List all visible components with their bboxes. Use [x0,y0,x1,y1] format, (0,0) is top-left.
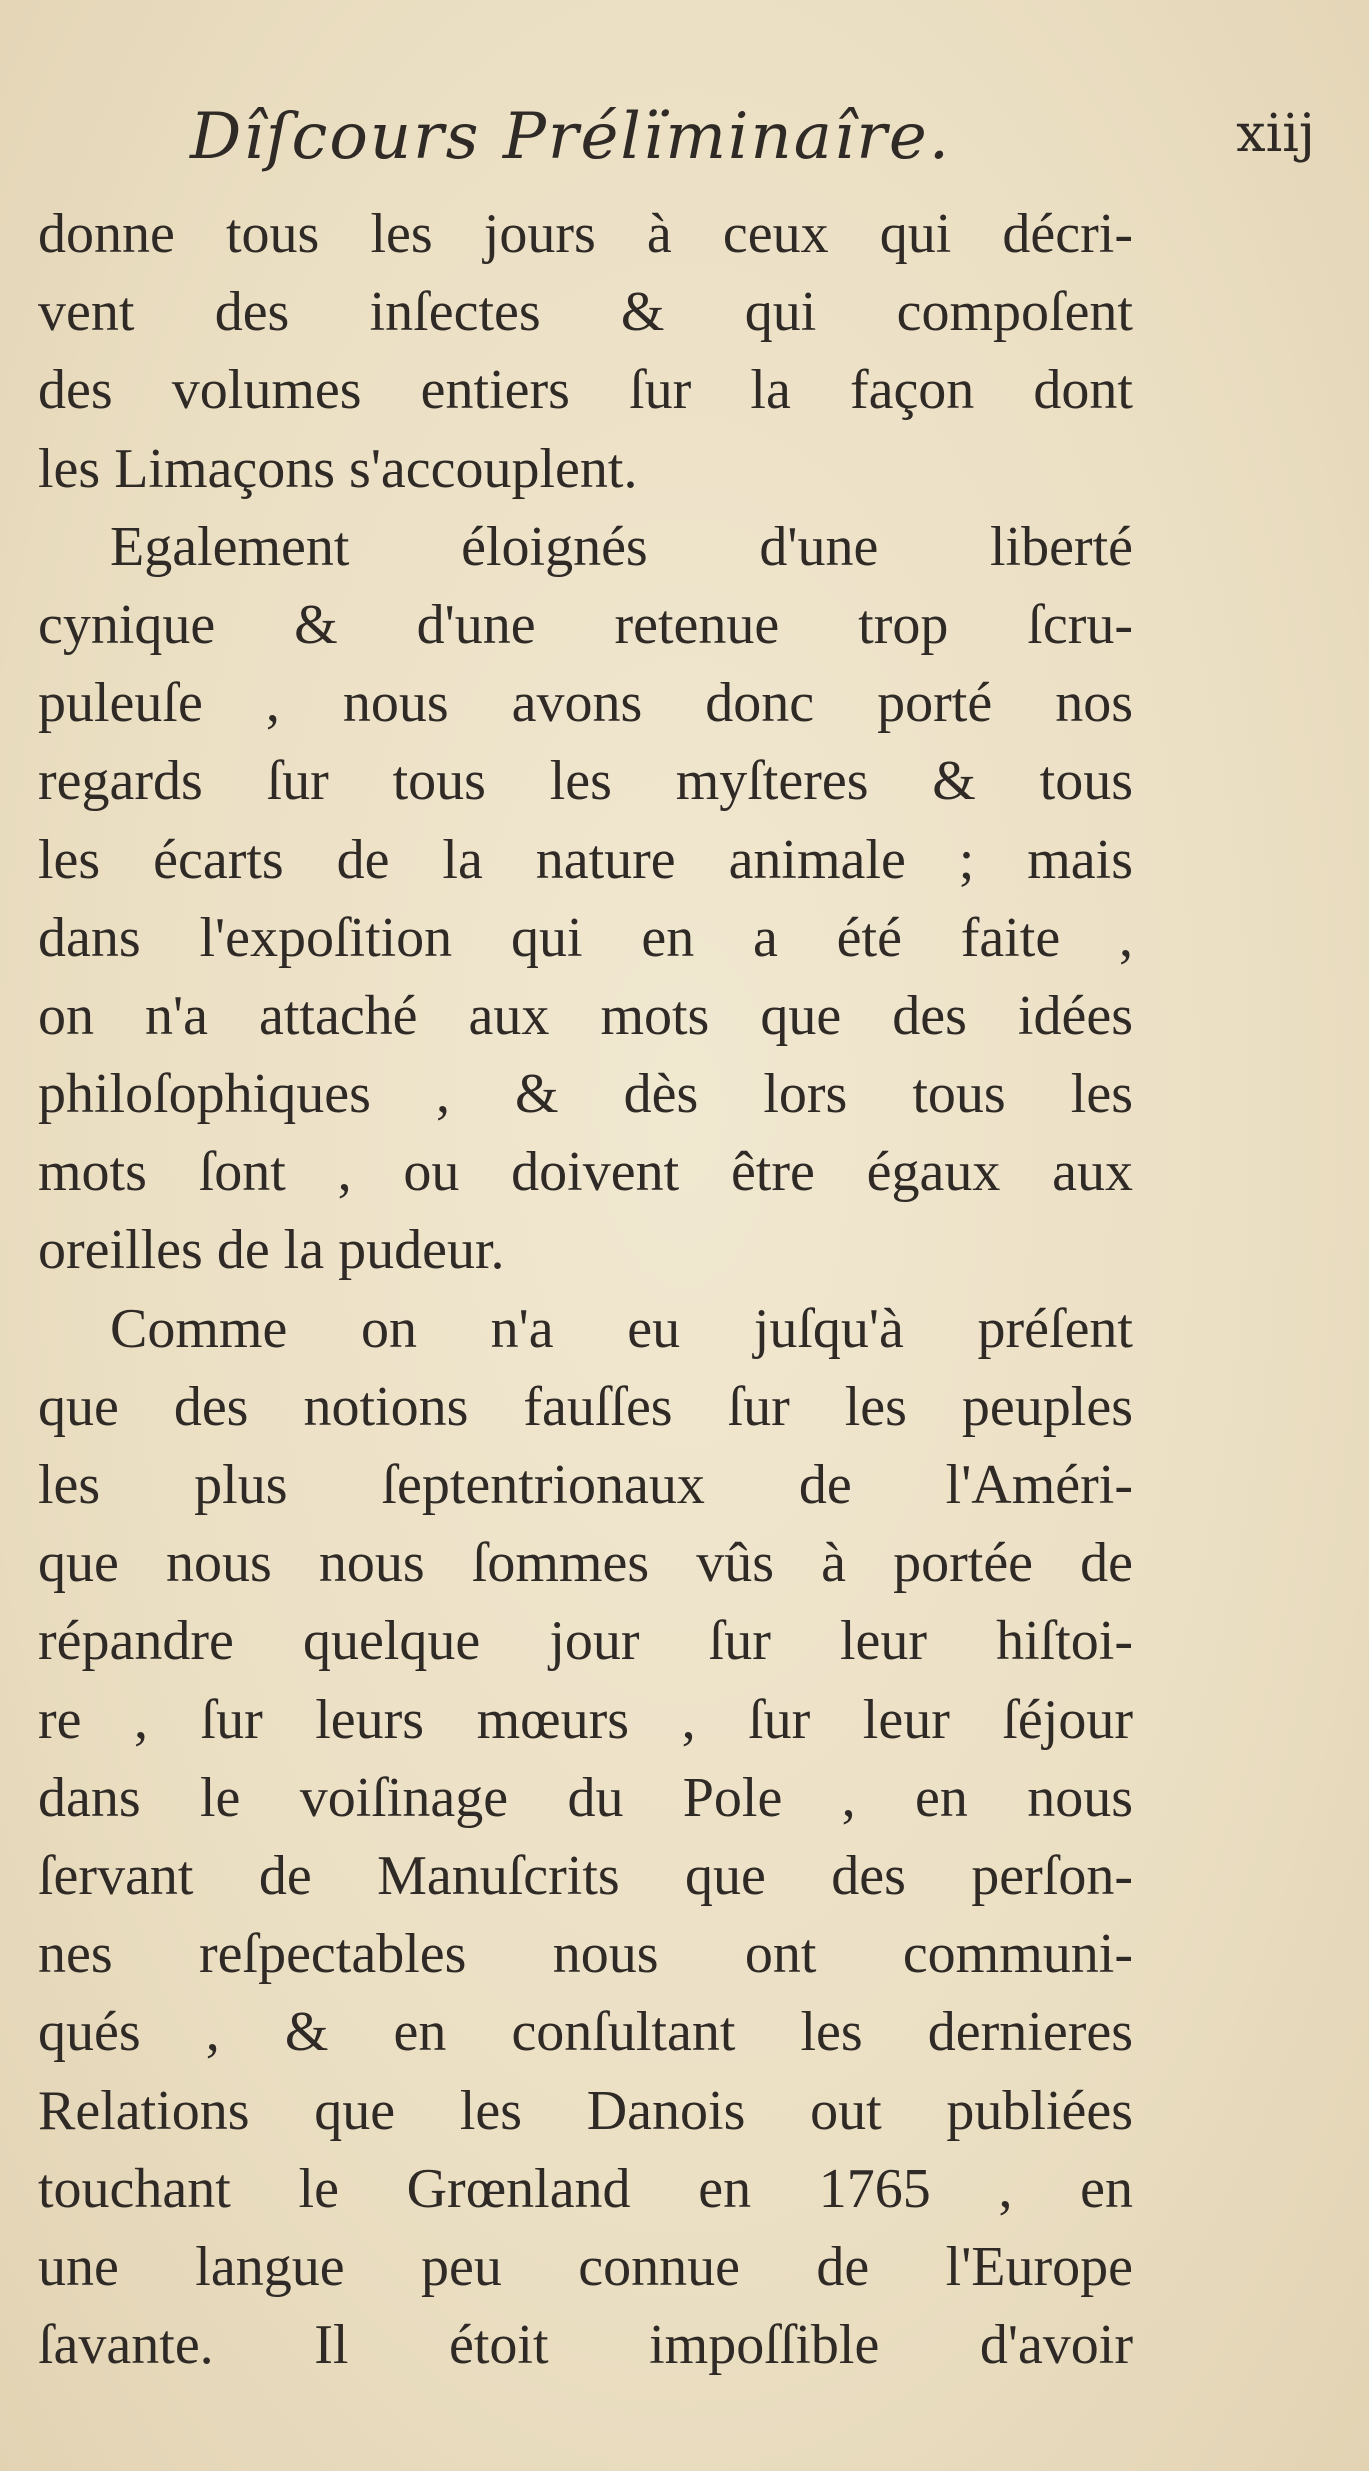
text-line: on n'a attaché aux mots que des idées [38,984,1133,1047]
text-line: les Limaçons s'accouplent. [38,437,638,500]
text-line: puleuſe , nous avons donc porté nos [38,672,1133,735]
text-line: donne tous les jours à ceux qui décri- [38,203,1133,265]
text-line: dans l'expoſition qui en a été faite , [38,906,1133,969]
text-line: les plus ſeptentrionaux de l'Améri- [38,1454,1133,1516]
running-head: Dîſcours Prélïminaîre. [190,100,952,174]
text-line: mots ſont , ou doivent être égaux aux [38,1141,1133,1204]
page-header [190,100,1315,190]
text-line: répandre quelque jour ſur leur hiſtoi- [38,1610,1133,1673]
text-line: Relations que les Danois out publiées [38,2079,1133,2142]
text-line: re , ſur leurs mœurs , ſur leur ſéjour [38,1688,1133,1751]
text-line: nes reſpectables nous ont communi- [38,1923,1133,1986]
text-line: oreilles de la pudeur. [38,1219,505,1282]
text-line: vent des inſectes & qui compoſent [38,281,1133,344]
text-line: que des notions fauſſes ſur les peuples [38,1375,1133,1438]
text-line: ſavante. Il étoit impoſſible d'avoir [38,2314,1133,2377]
text-line: dans le voiſinage du Pole , en nous [38,1766,1133,1829]
text-line: les écarts de la nature animale ; mais [38,828,1133,891]
text-line: une langue peu connue de l'Europe [38,2235,1133,2298]
text-line: regards ſur tous les myſteres & tous [38,750,1133,813]
text-line: ſervant de Manuſcrits que des perſon- [38,1844,1133,1907]
text-line: Egalement éloignés d'une liberté [110,515,1133,578]
text-line: Comme on n'a eu juſqu'à préſent [110,1297,1133,1360]
body-text [38,195,1133,2384]
text-line: touchant le Grœnland en 1765 , en [38,2157,1133,2220]
page-number: xiij [1236,104,1315,164]
text-line: des volumes entiers ſur la façon dont [38,359,1133,422]
text-line: cynique & d'une retenue trop ſcru- [38,593,1133,656]
text-line: que nous nous ſommes vûs à portée de [38,1532,1133,1595]
text-line: philoſophiques , & dès lors tous les [38,1063,1133,1126]
text-line: qués , & en conſultant les dernieres [38,2001,1133,2064]
